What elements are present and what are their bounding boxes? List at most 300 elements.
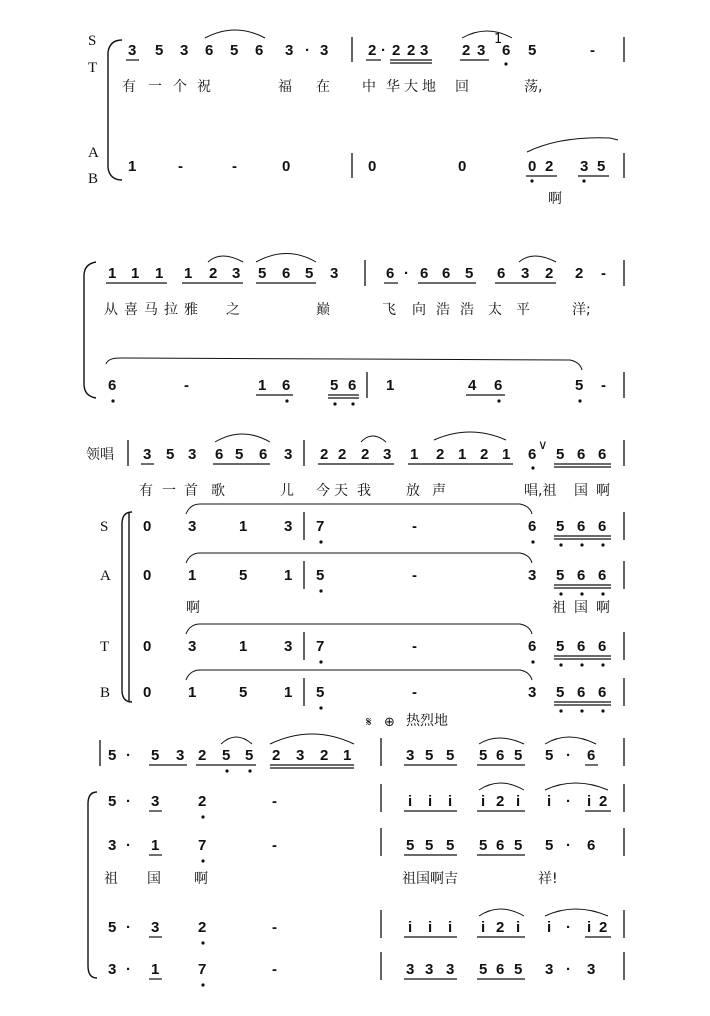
- note: 6: [598, 446, 607, 463]
- dash: -: [232, 158, 237, 175]
- lyric: 拉: [164, 302, 178, 318]
- note: 6: [494, 377, 503, 394]
- note: i: [587, 793, 592, 810]
- dash: -: [272, 961, 277, 978]
- low-octave-dot: [504, 62, 507, 65]
- note: 5: [528, 42, 537, 59]
- note: 5: [545, 837, 554, 854]
- slur: [527, 138, 618, 152]
- note: 0: [143, 518, 152, 535]
- note: 5: [514, 747, 523, 764]
- note: 1: [188, 684, 197, 701]
- note: 3: [285, 42, 294, 59]
- top-notes-row: [108, 265, 606, 282]
- lyric: 放: [406, 483, 420, 499]
- note: 2: [545, 265, 554, 282]
- note: 5: [597, 158, 606, 175]
- brace-bottom: [108, 168, 122, 180]
- tie: [106, 358, 582, 370]
- note: 0: [143, 684, 152, 701]
- lyric: 洋;: [572, 302, 591, 318]
- label-soprano: S: [100, 519, 109, 535]
- note: 6: [205, 42, 214, 59]
- expression-mark: 热烈地: [406, 713, 448, 729]
- note: 3: [128, 42, 137, 59]
- lyric: 巅: [316, 302, 330, 318]
- note: 5: [479, 837, 488, 854]
- breath-mark: ∨: [538, 438, 548, 453]
- note: 2: [392, 42, 401, 59]
- note: 6: [496, 837, 505, 854]
- label-tenor: T: [100, 639, 110, 655]
- lead-notes-row: [143, 438, 606, 463]
- note: 2: [480, 446, 489, 463]
- dash: -: [412, 567, 417, 584]
- slur: [462, 31, 512, 38]
- lyric: 在: [316, 79, 330, 95]
- dash: -: [272, 793, 277, 810]
- note: 3: [580, 158, 589, 175]
- note: 5: [556, 446, 565, 463]
- lyric: 大: [404, 79, 418, 95]
- note: i: [448, 919, 453, 936]
- note: 5: [230, 42, 239, 59]
- s-part: [143, 504, 624, 547]
- lyric: 啊: [596, 483, 610, 499]
- note: 2: [496, 919, 505, 936]
- note: 1: [410, 446, 419, 463]
- note: 1: [151, 961, 160, 978]
- note: 5: [239, 567, 248, 584]
- system-3: [86, 432, 624, 713]
- note: i: [481, 919, 486, 936]
- note: 3: [528, 684, 537, 701]
- row1: [108, 734, 624, 773]
- note: 1: [239, 518, 248, 535]
- note: 3: [587, 961, 596, 978]
- note: 7: [198, 961, 207, 978]
- brace-bottom: [84, 384, 96, 398]
- row4: [108, 909, 624, 945]
- note: 2: [545, 158, 554, 175]
- note: 5: [575, 377, 584, 394]
- note: 5: [108, 793, 117, 810]
- note: 1: [284, 567, 293, 584]
- note: 3: [188, 446, 197, 463]
- lyric: 我: [357, 483, 371, 499]
- note: 2: [436, 446, 445, 463]
- note: 2: [198, 919, 207, 936]
- note: 6: [282, 377, 291, 394]
- dash: -: [184, 377, 189, 394]
- lyric: 浩: [460, 302, 474, 318]
- note: 6: [496, 747, 505, 764]
- note: 3: [446, 961, 455, 978]
- note: 3: [284, 638, 293, 655]
- augmentation-dot: ·: [126, 961, 131, 978]
- a-part: [143, 553, 624, 616]
- note: 5: [406, 837, 415, 854]
- brace-top: [108, 40, 122, 52]
- note: 1: [284, 684, 293, 701]
- note: 3: [528, 567, 537, 584]
- note: 3: [108, 961, 117, 978]
- note: 2: [209, 265, 218, 282]
- note: 2: [338, 446, 347, 463]
- lyric: 今: [316, 483, 330, 499]
- row3: [104, 828, 624, 887]
- note: 5: [446, 747, 455, 764]
- dash: -: [272, 919, 277, 936]
- slur: [215, 434, 270, 442]
- lyric: 国: [574, 483, 588, 499]
- row2: [108, 783, 624, 819]
- lyric: 祝: [197, 79, 211, 95]
- note: 6: [108, 377, 117, 394]
- note: i: [481, 793, 486, 810]
- label-alto: A: [100, 568, 111, 584]
- lyric: 祥!: [538, 871, 558, 887]
- b-part: [143, 670, 624, 713]
- note: 1: [258, 377, 267, 394]
- note: 5: [556, 684, 565, 701]
- note: 6: [577, 638, 586, 655]
- note: 5: [425, 837, 434, 854]
- brace-bottom: [88, 966, 97, 978]
- lyric: 浩: [436, 302, 450, 318]
- note: 1: [343, 747, 352, 764]
- row5: [108, 952, 624, 987]
- note: 5: [316, 567, 325, 584]
- st-lyrics-row: [122, 78, 542, 95]
- note: 3: [188, 638, 197, 655]
- lyric: 一: [148, 79, 162, 95]
- note: i: [547, 919, 552, 936]
- note: 3: [151, 793, 160, 810]
- dash: -: [590, 42, 595, 59]
- note: 3: [151, 919, 160, 936]
- lyric: 地: [422, 79, 436, 95]
- dash: -: [412, 638, 417, 655]
- note: i: [516, 793, 521, 810]
- lyric: 有: [139, 483, 153, 499]
- st-underlines: [126, 60, 489, 63]
- note: 3: [143, 446, 152, 463]
- lyric: 喜: [124, 302, 138, 318]
- note: 6: [282, 265, 291, 282]
- augmentation-dot: ·: [126, 837, 131, 854]
- note: i: [428, 919, 433, 936]
- note: 6: [528, 446, 537, 463]
- note: 7: [316, 638, 325, 655]
- note: 1: [188, 567, 197, 584]
- note: 3: [425, 961, 434, 978]
- note: 6: [259, 446, 268, 463]
- note: 3: [284, 518, 293, 535]
- lyric: 首: [184, 483, 198, 499]
- augmentation-dot: ·: [566, 793, 571, 810]
- note: 6: [598, 684, 607, 701]
- note: 6: [577, 684, 586, 701]
- note: 2: [496, 793, 505, 810]
- note: 0: [528, 158, 537, 175]
- note: 5: [108, 919, 117, 936]
- lyric: 啊: [548, 191, 562, 207]
- slur: [208, 256, 243, 262]
- note: 2: [599, 793, 608, 810]
- note: 2: [361, 446, 370, 463]
- note: 6: [442, 265, 451, 282]
- note: 2: [198, 793, 207, 810]
- note: 1: [155, 265, 164, 282]
- top-lyrics-row: [104, 301, 591, 318]
- note: i: [408, 919, 413, 936]
- note: 0: [282, 158, 291, 175]
- note: 6: [215, 446, 224, 463]
- lyric: 儿: [280, 483, 294, 499]
- augmentation-dot: ·: [305, 42, 310, 59]
- note: 6: [255, 42, 264, 59]
- note: 6: [577, 518, 586, 535]
- dash: -: [272, 837, 277, 854]
- label-tenor: T: [88, 60, 98, 76]
- lyric: 荡,: [524, 79, 543, 95]
- augmentation-dot: ·: [566, 837, 571, 854]
- note: 5: [556, 518, 565, 535]
- note: 2: [320, 446, 329, 463]
- lyric: 啊: [596, 600, 610, 616]
- bottom-notes-row: [108, 377, 606, 394]
- note: 1: [108, 265, 117, 282]
- note: 5: [465, 265, 474, 282]
- lyric: 向: [412, 302, 426, 318]
- grace-note: 1: [494, 32, 503, 47]
- note: 2: [407, 42, 416, 59]
- t-part: [143, 624, 624, 667]
- lyric: 祖: [104, 871, 118, 887]
- note: 5: [235, 446, 244, 463]
- note: i: [408, 793, 413, 810]
- note: 6: [386, 265, 395, 282]
- dash: -: [601, 265, 606, 282]
- note: 5: [479, 961, 488, 978]
- note: 3: [406, 747, 415, 764]
- lead-underlines: [141, 464, 611, 467]
- note: 3: [176, 747, 185, 764]
- brace-top: [122, 512, 132, 524]
- lyric: 天: [334, 483, 348, 499]
- slur: [205, 30, 265, 38]
- dash: -: [412, 518, 417, 535]
- note: 6: [587, 747, 596, 764]
- note: 2: [198, 747, 207, 764]
- note: 2: [368, 42, 377, 59]
- lyric: 国: [574, 600, 588, 616]
- note: 1: [386, 377, 395, 394]
- lyric: 啊: [194, 871, 208, 887]
- note: 5: [258, 265, 267, 282]
- note: 6: [598, 518, 607, 535]
- note: 6: [497, 265, 506, 282]
- augmentation-dot: ·: [126, 793, 131, 810]
- note: 7: [316, 518, 325, 535]
- lead-lyrics-row: [139, 482, 610, 499]
- note: 0: [143, 567, 152, 584]
- note: 6: [420, 265, 429, 282]
- note: 1: [458, 446, 467, 463]
- note: 3: [320, 42, 329, 59]
- lyric: 个: [173, 79, 187, 95]
- note: i: [587, 919, 592, 936]
- note: 3: [188, 518, 197, 535]
- lyric: 之: [226, 302, 240, 318]
- label-bass: B: [88, 171, 99, 187]
- st-notes-row: [128, 32, 595, 59]
- note: 0: [368, 158, 377, 175]
- note: i: [428, 793, 433, 810]
- brace-top: [88, 792, 97, 804]
- note: i: [547, 793, 552, 810]
- lyric: 雅: [184, 302, 198, 318]
- lyric: 飞: [382, 302, 396, 318]
- note: 3: [383, 446, 392, 463]
- note: 6: [577, 446, 586, 463]
- lyric: 马: [144, 302, 158, 318]
- segno-icon: 𝄋: [366, 715, 372, 730]
- lyric: 国: [147, 871, 161, 887]
- note: 5: [245, 747, 254, 764]
- note: 1: [239, 638, 248, 655]
- lyric: 祖: [552, 600, 566, 616]
- note: 6: [528, 518, 537, 535]
- note: 5: [155, 42, 164, 59]
- note: 5: [425, 747, 434, 764]
- label-lead-vocal: 领唱: [86, 447, 114, 463]
- system-4: [88, 712, 624, 987]
- note: 6: [528, 638, 537, 655]
- augmentation-dot: ·: [566, 961, 571, 978]
- augmentation-dot: ·: [126, 747, 131, 764]
- note: 5: [514, 961, 523, 978]
- lyric: 唱,祖: [524, 483, 557, 499]
- note: 6: [496, 961, 505, 978]
- lyric: 有: [122, 79, 136, 95]
- note: 5: [222, 747, 231, 764]
- note: 1: [128, 158, 137, 175]
- slur: [361, 436, 386, 442]
- augmentation-dot: ·: [404, 265, 409, 282]
- note: 1: [131, 265, 140, 282]
- note: 4: [468, 377, 477, 394]
- dash: -: [601, 377, 606, 394]
- note: 5: [305, 265, 314, 282]
- note: 2: [272, 747, 281, 764]
- lyric: 中: [362, 79, 376, 95]
- note: 2: [599, 919, 608, 936]
- note: 1: [502, 446, 511, 463]
- note: 3: [180, 42, 189, 59]
- system-2: [84, 254, 624, 406]
- note: 5: [556, 567, 565, 584]
- label-bass: B: [100, 685, 111, 701]
- label-alto: A: [88, 145, 99, 161]
- note: 5: [514, 837, 523, 854]
- note: 2: [320, 747, 329, 764]
- note: 1: [151, 837, 160, 854]
- note: 3: [284, 446, 293, 463]
- note: 5: [446, 837, 455, 854]
- note: 3: [406, 961, 415, 978]
- note: 5: [239, 684, 248, 701]
- lyric: 声: [432, 483, 446, 499]
- dash: -: [412, 684, 417, 701]
- note: 5: [556, 638, 565, 655]
- note: 0: [143, 638, 152, 655]
- augmentation-dot: ·: [381, 42, 386, 59]
- augmentation-dot: ·: [566, 747, 571, 764]
- note: 3: [330, 265, 339, 282]
- note: 6: [598, 638, 607, 655]
- augmentation-dot: ·: [566, 919, 571, 936]
- note: 0: [458, 158, 467, 175]
- note: 3: [521, 265, 530, 282]
- note: 6: [587, 837, 596, 854]
- note: 2: [462, 42, 471, 59]
- note: 3: [232, 265, 241, 282]
- augmentation-dot: ·: [126, 919, 131, 936]
- note: 5: [330, 377, 339, 394]
- lyric: 祖国啊吉: [402, 871, 458, 887]
- lyric: 一: [162, 483, 176, 499]
- brace-top: [84, 262, 96, 276]
- lyric: 华: [386, 79, 400, 95]
- note: 5: [108, 747, 117, 764]
- slur: [519, 256, 556, 262]
- note: 6: [502, 42, 511, 59]
- note: 6: [348, 377, 357, 394]
- note: 1: [184, 265, 193, 282]
- note: 3: [477, 42, 486, 59]
- lyric: 回: [455, 79, 469, 95]
- slur: [434, 432, 506, 440]
- lyric: 歌: [211, 483, 225, 499]
- system-1: [88, 30, 624, 207]
- note: 3: [108, 837, 117, 854]
- note: 3: [545, 961, 554, 978]
- note: 3: [296, 747, 305, 764]
- note: 5: [166, 446, 175, 463]
- lyric: 福: [278, 79, 292, 95]
- slur: [256, 254, 316, 263]
- lyric: 啊: [186, 600, 200, 616]
- note: 7: [198, 837, 207, 854]
- note: 6: [598, 567, 607, 584]
- note: 6: [577, 567, 586, 584]
- label-soprano: S: [88, 33, 97, 49]
- note: 5: [479, 747, 488, 764]
- note: 5: [545, 747, 554, 764]
- coda-icon: ⊕: [384, 715, 395, 730]
- lyric: 从: [104, 302, 118, 318]
- note: 5: [316, 684, 325, 701]
- note: i: [516, 919, 521, 936]
- note: 2: [575, 265, 584, 282]
- lyric: 平: [516, 302, 530, 318]
- dash: -: [178, 158, 183, 175]
- lyric: 太: [488, 302, 502, 318]
- ab-notes-row: [128, 158, 605, 175]
- note: 5: [151, 747, 160, 764]
